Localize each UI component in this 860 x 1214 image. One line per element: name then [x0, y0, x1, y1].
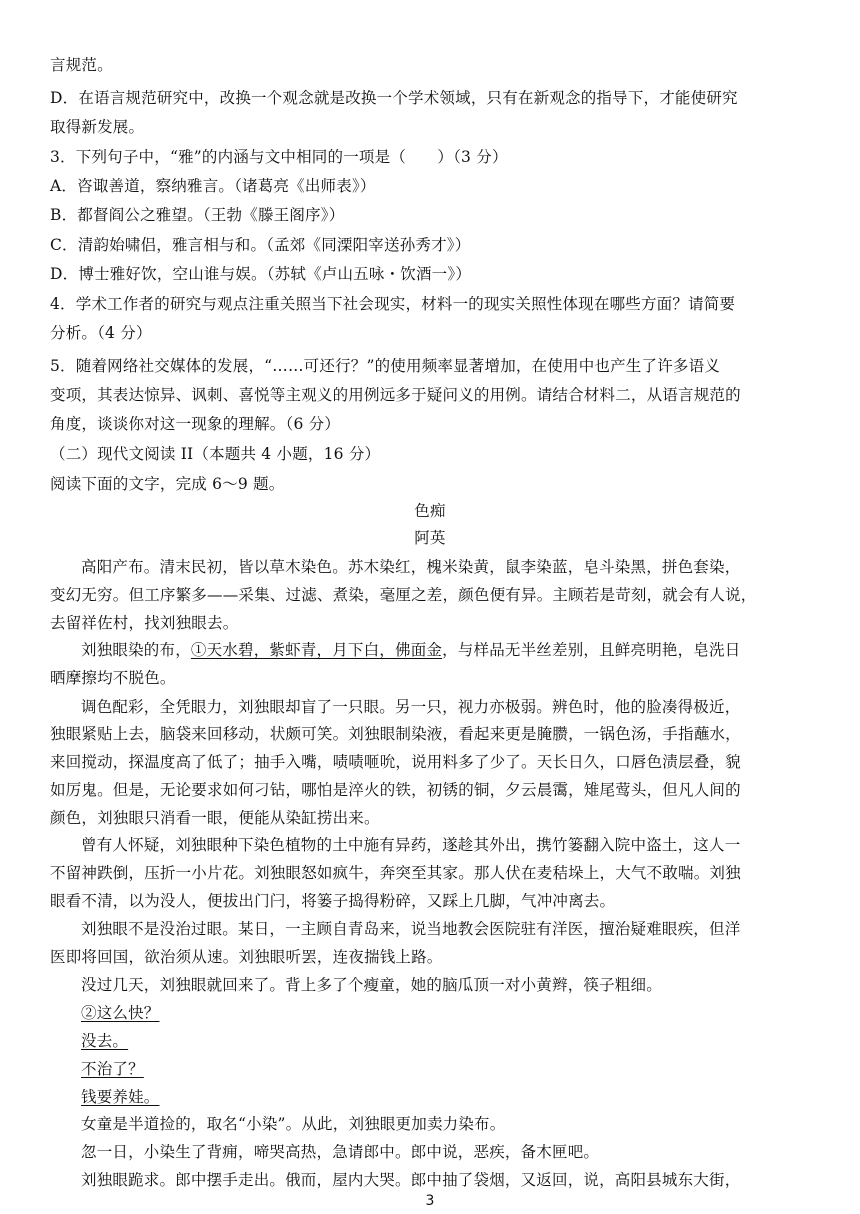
paragraph-line: 来回搅动，探温度高了低了；抽手入嘴，啧啧咂吮，说用料多了少了。天长日久，口唇色渍层叠，貌 — [50, 753, 741, 771]
underlined-dialogue: 钱要养娃。 — [81, 1088, 160, 1106]
underlined-dialogue: 不治了？ — [81, 1060, 144, 1078]
option-d: D．博士雅好饮，空山谁与娱。（苏轼《卢山五咏・饮酒一》） — [50, 265, 472, 283]
paragraph-line: 去留祥佐村，找刘独眼去。 — [50, 614, 239, 632]
dialogue-line — [81, 1059, 851, 1079]
paragraph-line: 如厉鬼。但是，无论要求如何刁钻，哪怕是淬火的铁，初锈的铜，夕云晨霭，雉尾莺头，但凡人间的 — [50, 781, 741, 799]
text-line: 角度，谈谈你对这一现象的理解。（6 分） — [50, 415, 341, 433]
text-span: ，与样品无半丝差别，且鲜亮明艳，皂洗日 — [442, 641, 741, 659]
dialogue-line — [81, 1087, 851, 1107]
paragraph-line: 忽一日，小染生了背痈，啼哭高热，急请郎中。郎中说，恶疾，备木匣吧。 — [81, 1143, 600, 1161]
text-span: 刘独眼染的布， — [81, 641, 191, 659]
paragraph-line: 眼看不清，以为没人，便拔出门闩，将篓子捣得粉碎，又踩上几脚，气冲冲离去。 — [50, 892, 616, 910]
paragraph-line: 高阳产布。清末民初，皆以草木染色。苏木染红，槐米染黄，鼠李染蓝，皂斗染黑，拼色套染， — [81, 558, 741, 576]
text-line: 言规范。 — [50, 56, 113, 74]
story-author: 阿英 — [414, 529, 446, 547]
paragraph-line: 刘独眼不是没治过眼。某日，一主顾自青岛来，说当地教会医院驻有洋医，擅治疑难眼疾，但洋 — [81, 920, 741, 938]
paragraph-line: 不留神跌倒，压折一小片花。刘独眼怒如疯牛，奔突至其家。那人伏在麦秸垛上，大气不敢喘。刘独 — [50, 864, 741, 882]
paragraph-line: 独眼紧贴上去，脑袋来回移动，状颇可笑。刘独眼制染液，看起来更是腌臜，一锅色汤，手指蘸水， — [50, 725, 741, 743]
option-a: A．咨诹善道，察纳雅言。（诸葛亮《出师表》） — [50, 177, 376, 195]
underlined-phrase-1: ①天水碧，紫虾青，月下白，佛面金 — [190, 641, 443, 659]
paragraph-line: 调色配彩，全凭眼力，刘独眼却盲了一只眼。另一只，视力亦极弱。辨色时，他的脸凑得极近， — [81, 698, 741, 716]
text-line: 分析。（4 分） — [50, 324, 152, 342]
text-line: 变项，其表达惊异、讽刺、喜悦等主观义的用例远多于疑问义的用例。请结合材料二，从语言规范的 — [50, 386, 741, 404]
text-line: 取得新发展。 — [50, 118, 145, 136]
dialogue-line — [81, 1031, 851, 1051]
instruction: 阅读下面的文字，完成 6～9 题。 — [50, 475, 285, 493]
underlined-phrase-2: ②这么快？ — [81, 1004, 160, 1022]
question-3: 3．下列句子中，“雅”的内涵与文中相同的一项是（ ）（3 分） — [50, 148, 508, 166]
option-c: C．清韵始啸侣，雅言相与和。（孟郊《同溧阳宰送孙秀才》） — [50, 236, 471, 254]
text-line: D．在语言规范研究中，改换一个观念就是改换一个学术领域，只有在新观念的指导下，才能使研究 — [50, 89, 738, 107]
question-5: 5．随着网络社交媒体的发展，“……可还行？”的使用频率显著增加，在使用中也产生了许多语义 — [50, 357, 721, 375]
paragraph-line: 刘独眼跪求。郎中摆手走出。俄而，屋内大哭。郎中抽了袋烟，又返回，说，高阳县城东大街， — [81, 1171, 741, 1189]
section-heading: （二）现代文阅读 II（本题共 4 小题，16 分） — [50, 445, 381, 463]
paragraph-line: 颜色，刘独眼只消看一眼，便能从染缸捞出来。 — [50, 809, 380, 827]
paragraph-line: 变幻无穷。但工序繁多——采集、过滤、煮染，毫厘之差，颜色便有异。主顾若是苛刻，就会有人说， — [50, 586, 757, 604]
option-b: B．都督阎公之雅望。（王勃《滕王阁序》） — [50, 206, 345, 224]
story-title: 色痴 — [414, 502, 446, 520]
underlined-dialogue: 没去。 — [81, 1032, 129, 1050]
paragraph-line: 曾有人怀疑，刘独眼种下染色植物的土中施有异药，遂趁其外出，携竹篓翻入院中盗土，这人一 — [81, 836, 741, 854]
paragraph-line: 没过几天，刘独眼就回来了。背上多了个瘦童，她的脑瓜顶一对小黄辫，筷子粗细。 — [81, 976, 662, 994]
paragraph-line: 女童是半道捡的，取名“小染”。从此，刘独眼更加卖力染布。 — [81, 1115, 506, 1133]
paragraph-line: 晒摩擦均不脱色。 — [50, 669, 176, 687]
page-number: 3 — [425, 1193, 435, 1209]
question-4: 4．学术工作者的研究与观点注重关照当下社会现实，材料一的现实关照性体现在哪些方面？请简要 — [50, 295, 736, 313]
paragraph-line: 医即将回国，欲治须从速。刘独眼听罢，连夜揣钱上路。 — [50, 948, 443, 966]
dialogue-line-2 — [81, 1003, 851, 1023]
paragraph-line — [81, 640, 851, 660]
